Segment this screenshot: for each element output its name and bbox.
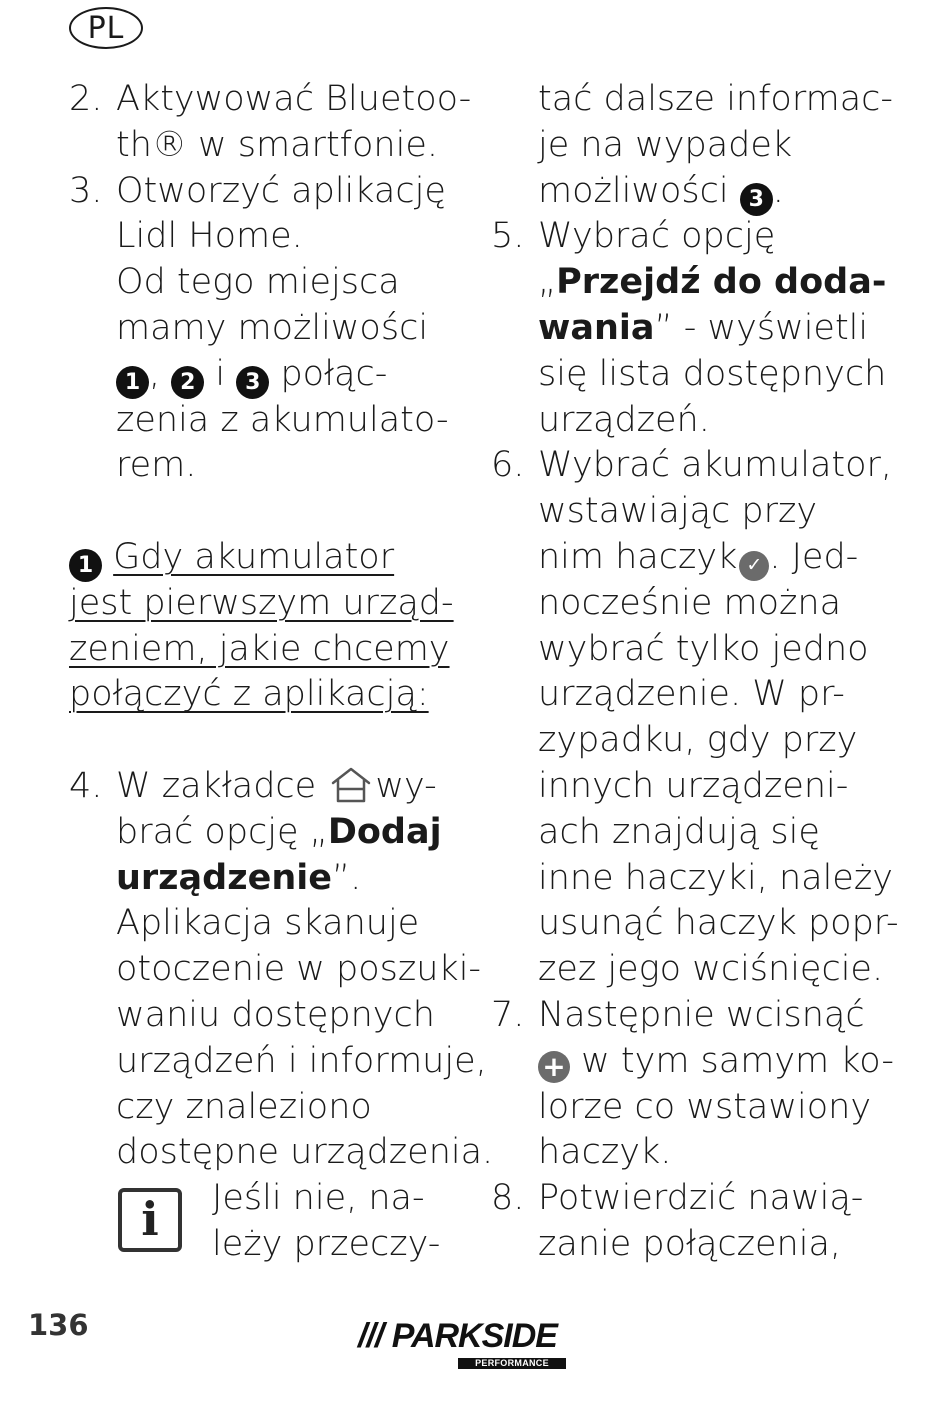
step-6-line-11: usunąć haczyk popr- — [538, 903, 899, 944]
step-6-line-4: nocześnie można — [538, 582, 842, 623]
step-number: 5. — [491, 216, 525, 257]
section-heading-line-2: jest pierwszym urząd- — [69, 582, 454, 623]
step-3-line-3: Od tego miejsca — [116, 262, 400, 303]
option-2-icon: 2 — [171, 366, 204, 399]
section-heading-line-1: 1 Gdy akumulator — [69, 535, 469, 581]
step-6-line-3: nim haczyk ✓ . Jed- — [491, 535, 911, 581]
info-line-2: leży przeczy- — [212, 1223, 441, 1264]
page-number: 136 — [28, 1308, 89, 1342]
step-6-line-12: zez jego wciśnięcie. — [538, 949, 884, 990]
step-6-line-10: inne haczyki, należy — [538, 857, 893, 898]
option-3-icon: 3 — [236, 366, 269, 399]
continuation-line-3: możliwości 3 . — [491, 169, 911, 215]
step-7-line-4: haczyk. — [538, 1132, 672, 1173]
section-heading-line-4: połączyć z aplikacją: — [69, 674, 429, 715]
right-column — [491, 77, 911, 1268]
step-4-line-1: 4. W zakładce wy- — [69, 764, 469, 810]
step-6-line-7: zypadku, gdy przy — [538, 720, 858, 761]
info-icon: i — [118, 1188, 182, 1252]
step-8-line-2: zanie połączenia, — [538, 1223, 842, 1264]
step-5-line-4: się lista dostępnych — [538, 353, 887, 394]
step-3-line-1: 3. Otworzyć aplikację — [69, 169, 469, 215]
option-3-icon: 3 — [740, 183, 773, 216]
step-6-line-5: wybrać tylko jedno — [538, 628, 869, 669]
step-3-line-7: rem. — [116, 445, 197, 486]
option-1-icon: 1 — [116, 366, 149, 399]
language-badge: PL — [69, 7, 143, 49]
left-column — [69, 77, 494, 1268]
step-6-line-8: innych urządzeni- — [538, 765, 849, 806]
brand-subtitle: PERFORMANCE — [458, 1358, 566, 1369]
step-4-line-7: urządzeń i informuje, — [116, 1040, 487, 1081]
home-icon — [329, 765, 373, 805]
step-4-line-5: otoczenie w poszuki- — [116, 949, 482, 990]
spacer — [69, 718, 469, 764]
step-3-line-2: Lidl Home. — [116, 216, 303, 257]
step-5-line-1: 5. Wybrać opcję — [491, 214, 911, 260]
info-line-1: Jeśli nie, na- — [212, 1178, 425, 1219]
step-7-line-1: 7. Następnie wcisnąć — [491, 993, 911, 1039]
step-4-line-9: dostępne urządzenia. — [116, 1132, 494, 1173]
step-3-line-6: zenia z akumulato- — [116, 399, 449, 440]
step-number: 3. — [69, 170, 103, 211]
step-3-line-4: mamy możliwości — [116, 307, 429, 348]
step-4-line-8: czy znaleziono — [116, 1086, 372, 1127]
section-heading-line-3: zeniem, jakie chcemy — [69, 628, 450, 669]
step-6-line-9: ach znajdują się — [538, 811, 820, 852]
plus-circle-icon: + — [538, 1051, 570, 1083]
brand-name: /// PARKSIDE — [358, 1317, 557, 1355]
step-6-line-1: 6. Wybrać akumulator, — [491, 443, 911, 489]
step-4-line-6: waniu dostępnych — [116, 994, 435, 1035]
step-4-line-3: urządzenie”. — [116, 857, 362, 898]
info-note — [69, 1176, 469, 1268]
step-number: 2. — [69, 79, 103, 119]
option-1-icon: 1 — [69, 549, 102, 582]
step-5-line-2: „Przejdź do doda- — [538, 262, 887, 303]
step-8-line-1: 8. Potwierdzić nawią- — [491, 1176, 911, 1222]
step-7-line-3: lorze co wstawiony — [538, 1086, 872, 1127]
continuation-line-2: je na wypadek — [538, 124, 793, 165]
step-2-line-2: th® w smartfonie. — [116, 124, 438, 165]
step-number: 7. — [491, 994, 525, 1035]
step-number: 6. — [491, 445, 525, 486]
step-3-line-5: 1 , 2 i 3 połąc- — [69, 352, 469, 398]
step-7-line-2: + w tym samym ko- — [491, 1039, 911, 1085]
step-4-line-2: brać opcję „Dodaj — [116, 811, 442, 852]
step-5-line-3: wania” - wyświetli — [538, 307, 869, 348]
step-4-line-4: Aplikacja skanuje — [116, 903, 420, 944]
parkside-logo — [358, 1318, 570, 1373]
continuation-line-1: tać dalsze informac- — [538, 79, 894, 119]
step-6-line-2: wstawiając przy — [538, 491, 818, 532]
step-2-line-1: 2. Aktywować Bluetoo- — [69, 77, 469, 123]
spacer — [69, 489, 469, 535]
step-5-line-5: urządzeń. — [538, 399, 710, 440]
check-circle-icon: ✓ — [739, 551, 769, 581]
step-number: 4. — [69, 765, 103, 806]
step-6-line-6: urządzenie. W pr- — [538, 674, 845, 715]
step-number: 8. — [491, 1178, 525, 1219]
